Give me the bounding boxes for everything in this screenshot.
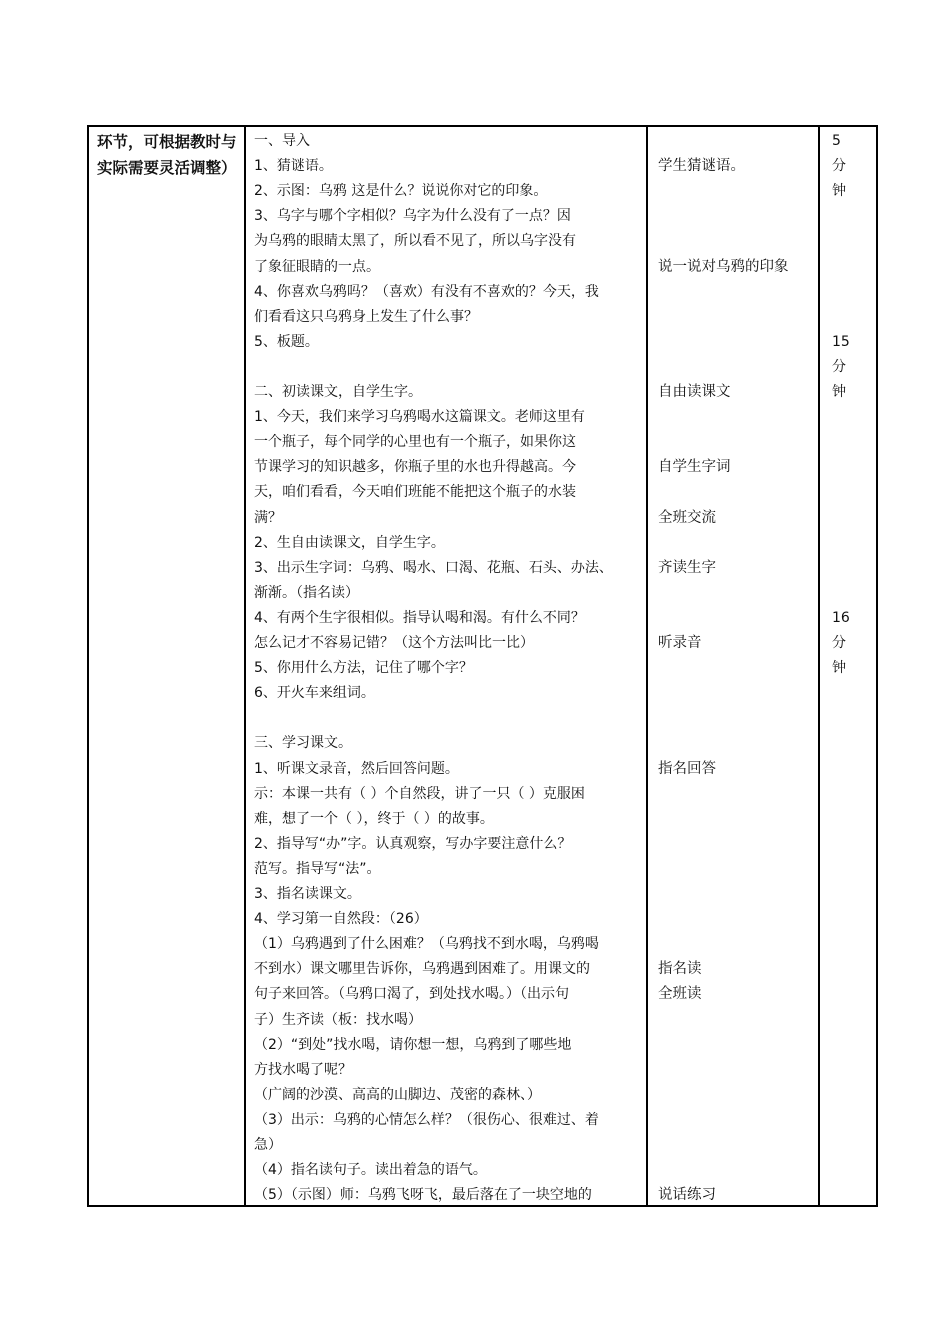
section-note-cell xyxy=(89,127,244,1205)
lesson-line: 一、导入 xyxy=(254,133,310,149)
lesson-line: 子）生齐读（板：找水喝） xyxy=(254,1011,422,1028)
lesson-line: 3、乌字与哪个字相似？乌字为什么没有了一点？因 xyxy=(254,208,571,225)
student-activity: 说话练习 xyxy=(658,1187,716,1204)
lesson-line: （1）乌鸦遇到了什么困难？（乌鸦找不到水喝，乌鸦喝 xyxy=(254,936,599,953)
student-activity: 全班交流 xyxy=(658,509,716,526)
lesson-line: 3、指名读课文。 xyxy=(254,886,361,902)
time-label: 分 xyxy=(832,158,846,175)
lesson-line: 们看看这只乌鸦身上发生了什么事？ xyxy=(254,308,478,325)
lesson-plan-table xyxy=(87,125,878,1207)
time-label: 分 xyxy=(832,635,846,651)
lesson-line: 2、生自由读课文，自学生字。 xyxy=(254,534,445,551)
student-activity: 学生猜谜语。 xyxy=(658,158,745,175)
lesson-line: 2、示图：乌鸦 这是什么？说说你对它的印象。 xyxy=(254,183,548,200)
time-label: 16 xyxy=(832,609,850,626)
student-activity: 自由读课文 xyxy=(658,384,731,400)
lesson-line: 3、出示生字词：乌鸦、喝水、口渴、花瓶、石头、办法、 xyxy=(254,559,613,576)
lesson-line: 2、指导写“办”字。认真观察，写办字要注意什么？ xyxy=(254,835,572,852)
lesson-line: 渐渐。（指名读） xyxy=(254,584,359,601)
student-activity: 全班读 xyxy=(658,986,702,1003)
lesson-line: 一个瓶子，每个同学的心里也有一个瓶子，如果你这 xyxy=(254,434,576,451)
lesson-line: 1、猜谜语。 xyxy=(254,158,333,175)
lesson-line: 6、开火车来组词。 xyxy=(254,685,375,702)
student-activity: 听录音 xyxy=(658,635,702,651)
time-label: 钟 xyxy=(832,183,846,200)
student-activity: 指名回答 xyxy=(658,760,716,777)
time-label: 钟 xyxy=(832,384,846,400)
lesson-line: 方找水喝了呢？ xyxy=(254,1061,352,1078)
lesson-line: 范写。指导写“法”。 xyxy=(254,860,381,877)
lesson-line: 4、学习第一自然段：（26） xyxy=(254,911,428,928)
lesson-line: 二、初读课文，自学生字。 xyxy=(254,384,422,400)
student-activity: 齐读生字 xyxy=(658,559,716,576)
lesson-line: 4、有两个生字很相似。指导认喝和渴。有什么不同？ xyxy=(254,609,585,626)
lesson-line: 不到水）课文哪里告诉你，乌鸦遇到困难了。用课文的 xyxy=(254,961,590,978)
lesson-line: 节课学习的知识越多，你瓶子里的水也升得越高。今 xyxy=(254,459,576,476)
lesson-line: （4）指名读句子。读出着急的语气。 xyxy=(254,1162,487,1179)
lesson-line: 5、板题。 xyxy=(254,333,319,350)
student-activity: 说一说对乌鸦的印象 xyxy=(658,258,789,275)
time-label: 15 xyxy=(832,333,850,350)
lesson-line: 1、听课文录音，然后回答问题。 xyxy=(254,760,459,777)
time-label: 钟 xyxy=(832,660,846,677)
lesson-line: 急） xyxy=(254,1137,282,1153)
student-activity: 自学生字词 xyxy=(658,459,731,476)
lesson-line: 难，想了一个（ ），终于（ ）的故事。 xyxy=(254,810,494,827)
lesson-line: 示：本课一共有（ ）个自然段，讲了一只（ ）克服困 xyxy=(254,785,585,802)
section-note-text: 环节，可根据教时与实际需要灵活调整） xyxy=(97,133,237,177)
lesson-line: （5）（示图）师：乌鸦飞呀飞，最后落在了一块空地的 xyxy=(254,1187,592,1204)
lesson-line: 了象征眼睛的一点。 xyxy=(254,258,380,275)
time-allocation-cell xyxy=(820,127,876,1205)
lesson-line: 4、你喜欢乌鸦吗？（喜欢）有没有不喜欢的？今天，我 xyxy=(254,283,599,300)
time-label: 分 xyxy=(832,358,846,375)
lesson-line: 满？ xyxy=(254,509,282,526)
teaching-process-cell xyxy=(246,127,646,1205)
student-activity-cell xyxy=(648,127,818,1205)
lesson-line: 怎么记才不容易记错？（这个方法叫比一比） xyxy=(254,635,534,651)
time-label: 5 xyxy=(832,133,841,149)
lesson-line: 三、学习课文。 xyxy=(254,735,352,752)
lesson-line: 1、今天，我们来学习乌鸦喝水这篇课文。老师这里有 xyxy=(254,409,585,426)
lesson-line: 为乌鸦的眼睛太黑了，所以看不见了，所以乌字没有 xyxy=(254,233,576,250)
student-activity: 指名读 xyxy=(658,961,702,978)
lesson-line: （广阔的沙漠、高高的山脚边、茂密的森林、） xyxy=(254,1086,541,1103)
lesson-line: （2）“到处”找水喝，请你想一想，乌鸦到了哪些地 xyxy=(254,1036,572,1053)
lesson-line: 天，咱们看看，今天咱们班能不能把这个瓶子的水装 xyxy=(254,484,576,501)
lesson-line: 句子来回答。（乌鸦口渴了，到处找水喝。）（出示句 xyxy=(254,986,569,1003)
lesson-line: （3）出示：乌鸦的心情怎么样？（很伤心、很难过、着 xyxy=(254,1111,599,1128)
lesson-line: 5、你用什么方法，记住了哪个字？ xyxy=(254,660,473,677)
